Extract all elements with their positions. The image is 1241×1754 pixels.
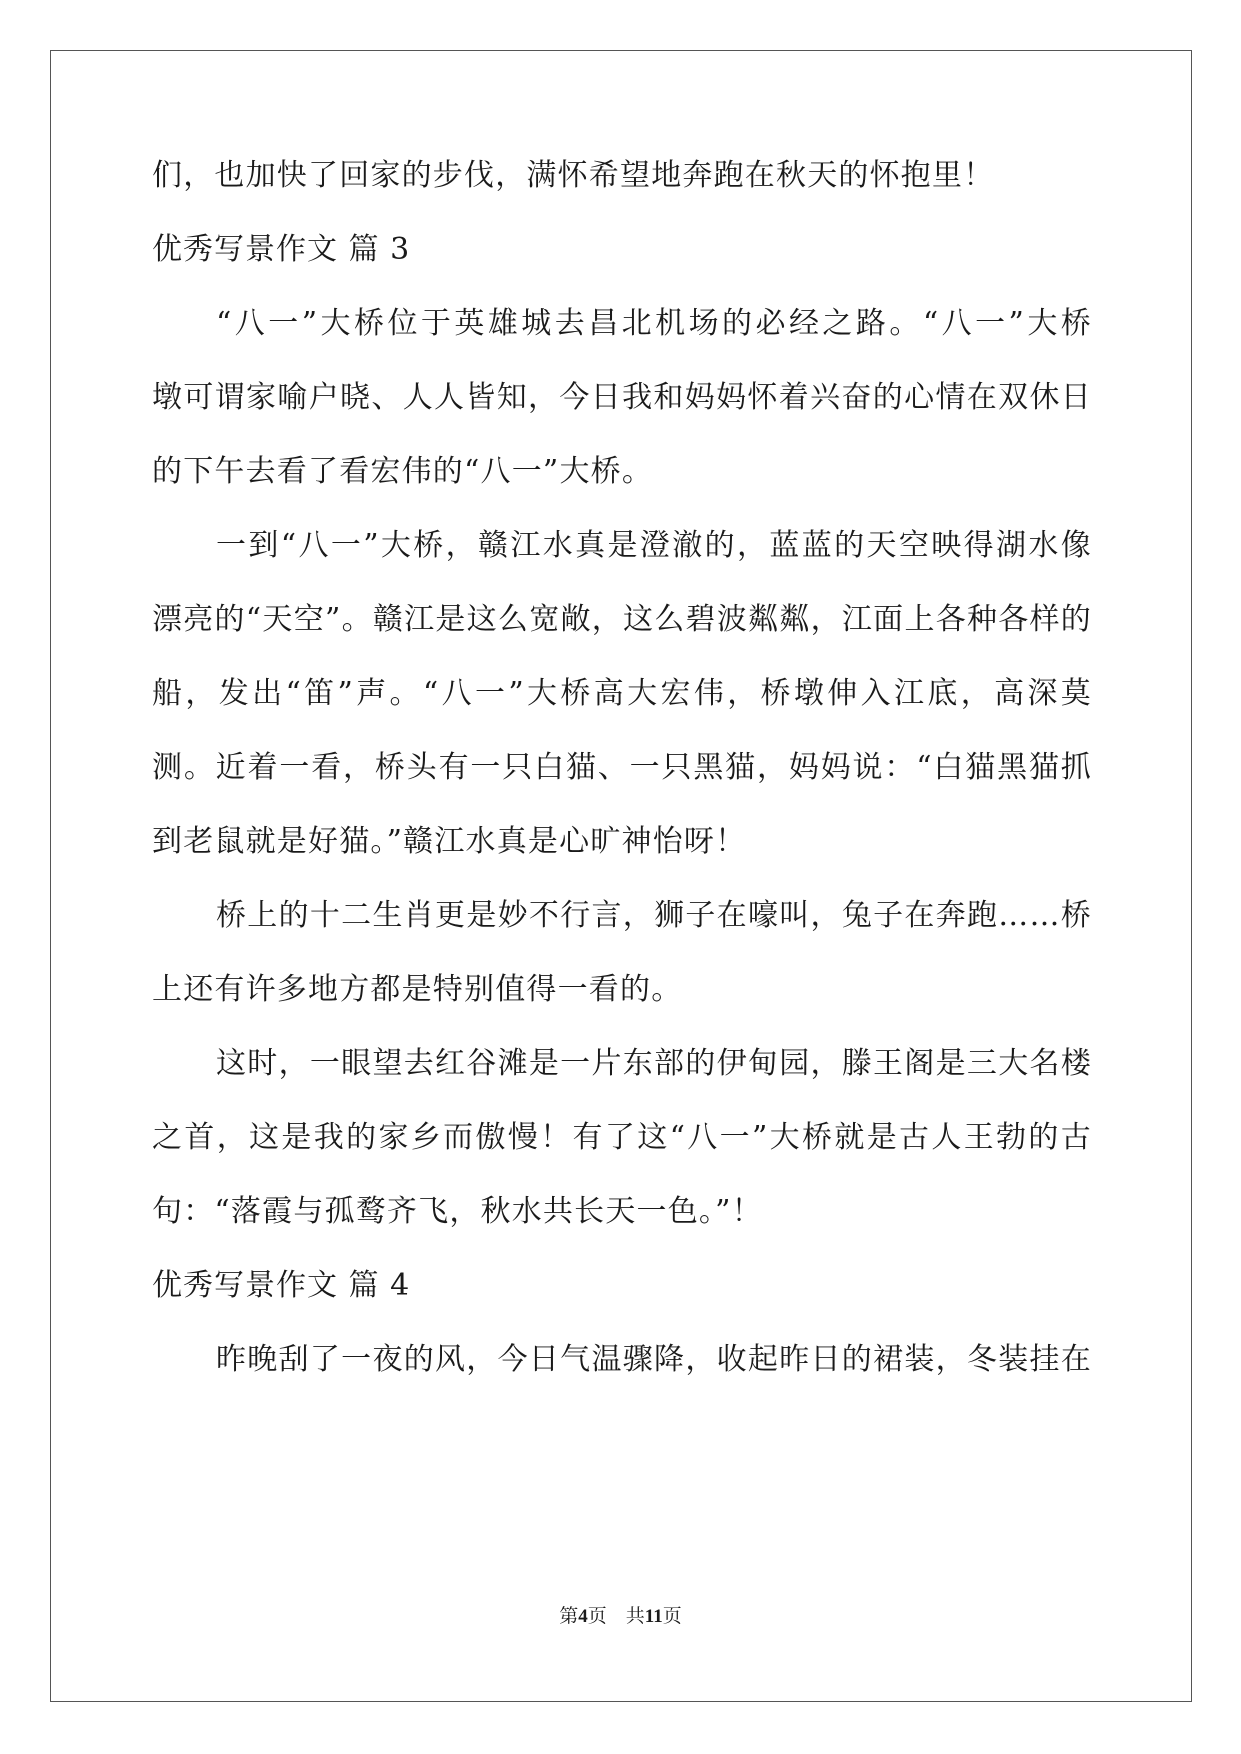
paragraph-line: 们，也加快了回家的步伐，满怀希望地奔跑在秋天的怀抱里！: [152, 158, 995, 193]
paragraph-line: 句：“落霞与孤鹜齐飞，秋水共长天一色。”！: [152, 1194, 763, 1229]
paragraph-line: “八一”大桥位于英雄城去昌北机场的必经之路。“八一”大桥: [216, 306, 1092, 341]
paragraph-line: 到老鼠就是好猫。”赣江水真是心旷神怡呀！: [152, 824, 747, 859]
footer-middle: 页 共: [587, 1605, 645, 1627]
section-heading: 优秀写景作文 篇 4: [152, 1268, 411, 1303]
paragraph-line: 昨晚刮了一夜的风，今日气温骤降，收起昨日的裙装，冬装挂在: [216, 1342, 1092, 1377]
paragraph-line: 墩可谓家喻户晓、人人皆知，今日我和妈妈怀着兴奋的心情在双休日: [152, 380, 1092, 415]
paragraph-line: 测。近着一看，桥头有一只白猫、一只黑猫，妈妈说：“白猫黑猫抓: [152, 750, 1092, 785]
footer-prefix: 第: [559, 1605, 579, 1627]
paragraph-line: 之首，这是我的家乡而傲慢！有了这“八一”大桥就是古人王勃的古: [152, 1120, 1092, 1155]
footer-total-pages: 11: [644, 1606, 663, 1627]
paragraph-line: 漂亮的“天空”。赣江是这么宽敞，这么碧波粼粼，江面上各种各样的: [152, 602, 1092, 637]
footer-suffix: 页: [662, 1605, 682, 1627]
section-heading: 优秀写景作文 篇 3: [152, 232, 411, 267]
paragraph-line: 上还有许多地方都是特别值得一看的。: [152, 972, 683, 1007]
paragraph-line: 船，发出“笛”声。“八一”大桥高大宏伟，桥墩伸入江底，高深莫: [152, 676, 1092, 711]
paragraph-line: 这时，一眼望去红谷滩是一片东部的伊甸园，滕王阁是三大名楼: [216, 1046, 1092, 1081]
paragraph-line: 桥上的十二生肖更是妙不行言，狮子在嚎叫，兔子在奔跑……桥: [216, 898, 1092, 933]
footer-page-number: 4: [578, 1606, 588, 1627]
paragraph-line: 的下午去看了看宏伟的“八一”大桥。: [152, 454, 654, 489]
page-footer: [0, 1604, 1241, 1629]
paragraph-line: 一到“八一”大桥，赣江水真是澄澈的，蓝蓝的天空映得湖水像: [216, 528, 1092, 563]
page-border: [50, 50, 1192, 1702]
